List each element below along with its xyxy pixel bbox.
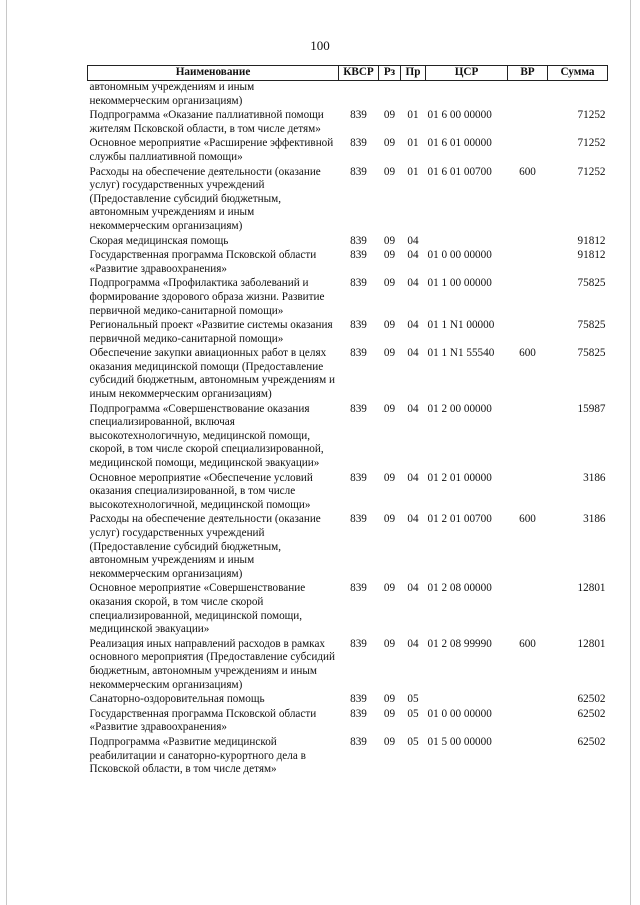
row-sum: 12801 xyxy=(577,637,606,650)
row-sum: 91812 xyxy=(577,234,606,247)
row-vr: 600 xyxy=(519,347,536,360)
row-rz: 09 xyxy=(383,137,396,150)
header-vr: ВР xyxy=(508,66,548,81)
row-pr: 04 xyxy=(407,319,419,332)
row-rz: 09 xyxy=(383,249,396,262)
row-name: Обеспечение закупки авиационных работ в целях оказания медицинской помощи (Предоставление субсидий бюджетным, автономным учреждениям и иным некоммерческим организациям) xyxy=(89,347,335,401)
row-kvsr: 839 xyxy=(350,109,367,122)
row-csr: 01 2 00 00000 xyxy=(427,402,492,415)
row-kvsr: 839 xyxy=(350,637,367,650)
row-name: Региональный проект «Развитие системы оказания первичной медико-санитарной помощи» xyxy=(89,319,333,345)
row-kvsr: 839 xyxy=(350,137,367,150)
table-row xyxy=(88,472,608,514)
row-name: Основное мероприятие «Совершенствование оказания скорой, в том числе скорой специализированной, медицинской помощи, медицинской эвакуации» xyxy=(89,582,306,636)
row-csr: 01 2 01 00000 xyxy=(427,471,492,484)
row-vr: 600 xyxy=(519,165,536,178)
row-csr: 01 1 N1 55540 xyxy=(427,347,495,360)
table-row xyxy=(88,137,608,165)
row-vr xyxy=(508,235,548,250)
row-pr: 04 xyxy=(407,234,419,247)
row-pr: 04 xyxy=(407,402,419,415)
row-name: Подпрограмма «Профилактика заболеваний и формирование здорового образа жизни. Развитие первичной медико-санитарной помощи» xyxy=(89,277,325,317)
budget-table xyxy=(87,65,608,778)
row-name: Расходы на обеспечение деятельности (оказание услуг) государственных учреждений (Предоставление субсидий бюджетным, автономным учреждениям и иным некоммерческим организациям) xyxy=(89,513,321,580)
row-kvsr: 839 xyxy=(350,471,367,484)
row-sum xyxy=(548,81,608,110)
row-vr xyxy=(508,109,548,137)
row-vr xyxy=(508,736,548,778)
row-name: Государственная программа Псковской области «Развитие здравоохранения» xyxy=(89,249,317,275)
row-kvsr: 839 xyxy=(350,165,367,178)
row-pr: 04 xyxy=(407,249,419,262)
row-name: автономным учреждениям и иным некоммерческим организациям) xyxy=(89,81,255,107)
row-rz: 09 xyxy=(383,277,396,290)
row-name: Подпрограмма «Оказание паллиативной помощи жителям Псковской области, в том числе детям» xyxy=(89,109,324,135)
row-csr: 01 0 00 00000 xyxy=(427,707,492,720)
row-vr xyxy=(508,472,548,514)
row-vr xyxy=(508,319,548,347)
row-name: Реализация иных направлений расходов в рамках основного мероприятия (Предоставление субсидий бюджетным, автономным учреждениям и иным некоммерческим организациям) xyxy=(89,637,335,691)
table-row xyxy=(88,736,608,778)
row-sum: 12801 xyxy=(577,582,606,595)
row-csr: 01 5 00 00000 xyxy=(427,735,492,748)
row-kvsr: 839 xyxy=(350,513,367,526)
row-rz: 09 xyxy=(383,347,396,360)
row-name: Подпрограмма «Развитие медицинской реабилитации и санаторно-курортного дела в Псковской области, в том числе детям» xyxy=(89,735,306,776)
row-kvsr: 839 xyxy=(350,277,367,290)
row-pr: 01 xyxy=(407,165,419,178)
header-pr: Пр xyxy=(401,66,426,81)
row-sum: 3186 xyxy=(583,471,606,484)
row-name: Основное мероприятие «Расширение эффективной службы паллиативной помощи» xyxy=(89,137,334,163)
row-csr: 01 0 00 00000 xyxy=(427,249,492,262)
row-rz: 09 xyxy=(383,582,396,595)
row-kvsr: 839 xyxy=(350,249,367,262)
row-rz: 09 xyxy=(383,319,396,332)
table-row xyxy=(88,249,608,277)
table-row xyxy=(88,347,608,402)
row-kvsr: 839 xyxy=(350,707,367,720)
row-csr: 01 1 N1 00000 xyxy=(427,319,495,332)
table-row xyxy=(88,166,608,235)
table-row xyxy=(88,109,608,137)
row-kvsr: 839 xyxy=(350,582,367,595)
table-row xyxy=(88,513,608,582)
row-csr xyxy=(426,81,508,110)
table-row xyxy=(88,319,608,347)
row-rz: 09 xyxy=(383,693,396,706)
row-kvsr: 839 xyxy=(350,735,367,748)
row-vr: 600 xyxy=(519,637,536,650)
row-rz: 09 xyxy=(383,471,396,484)
page-number: 100 xyxy=(310,38,330,53)
row-rz: 09 xyxy=(383,234,396,247)
row-csr: 01 1 00 00000 xyxy=(427,277,492,290)
row-csr: 01 6 00 00000 xyxy=(427,109,492,122)
row-rz: 09 xyxy=(383,707,396,720)
table-body xyxy=(88,81,608,778)
row-vr xyxy=(508,277,548,319)
row-sum: 3186 xyxy=(583,513,606,526)
row-pr: 05 xyxy=(407,735,419,748)
row-kvsr: 839 xyxy=(350,347,367,360)
row-csr: 01 2 01 00700 xyxy=(427,513,492,526)
header-kvsr: КВСР xyxy=(339,66,379,81)
row-sum: 15987 xyxy=(577,402,606,415)
scan-edge-right xyxy=(630,0,631,905)
row-csr: 01 6 01 00700 xyxy=(427,165,492,178)
row-rz xyxy=(379,81,401,110)
row-rz: 09 xyxy=(383,165,396,178)
row-pr: 05 xyxy=(407,693,419,706)
row-sum: 75825 xyxy=(577,319,606,332)
row-pr: 04 xyxy=(407,277,419,290)
table-row xyxy=(88,693,608,708)
table-row xyxy=(88,277,608,319)
row-rz: 09 xyxy=(383,637,396,650)
row-pr: 01 xyxy=(407,109,419,122)
row-kvsr xyxy=(339,81,379,110)
row-pr: 04 xyxy=(407,347,419,360)
row-rz: 09 xyxy=(383,513,396,526)
row-vr xyxy=(508,693,548,708)
row-csr xyxy=(426,235,508,250)
row-name: Расходы на обеспечение деятельности (оказание услуг) государственных учреждений (Предоставление субсидий бюджетным, автономным учреждениям и иным некоммерческим организациям) xyxy=(89,165,321,232)
row-kvsr: 839 xyxy=(350,693,367,706)
row-sum: 75825 xyxy=(577,347,606,360)
row-sum: 62502 xyxy=(577,707,606,720)
row-csr xyxy=(426,693,508,708)
header-sum: Сумма xyxy=(548,66,608,81)
row-vr xyxy=(508,137,548,165)
row-pr: 04 xyxy=(407,471,419,484)
table-row xyxy=(88,638,608,693)
row-pr: 04 xyxy=(407,637,419,650)
row-sum: 62502 xyxy=(577,693,606,706)
row-rz: 09 xyxy=(383,402,396,415)
row-vr xyxy=(508,708,548,736)
row-pr: 04 xyxy=(407,582,419,595)
header-name: Наименование xyxy=(88,66,339,81)
row-sum: 71252 xyxy=(577,109,606,122)
row-vr: 600 xyxy=(519,513,536,526)
row-csr: 01 2 08 99990 xyxy=(427,637,492,650)
table-row xyxy=(88,708,608,736)
row-pr: 05 xyxy=(407,707,419,720)
row-name: Подпрограмма «Совершенствование оказания специализированной, включая высокотехнологичную, медицинской помощи, скорой, в том числе скорой специализированной, медицинской помощи, медицинской эвакуации» xyxy=(89,402,324,470)
row-sum: 71252 xyxy=(577,137,606,150)
row-kvsr: 839 xyxy=(350,402,367,415)
row-pr: 04 xyxy=(407,513,419,526)
row-sum: 91812 xyxy=(577,249,606,262)
row-name: Государственная программа Псковской области «Развитие здравоохранения» xyxy=(89,707,317,734)
table-header-row xyxy=(88,66,608,81)
row-sum: 71252 xyxy=(577,165,606,178)
table-row xyxy=(88,81,608,110)
row-rz: 09 xyxy=(383,109,396,122)
row-vr xyxy=(508,249,548,277)
row-rz: 09 xyxy=(383,735,396,748)
row-sum: 75825 xyxy=(577,277,606,290)
row-name: Скорая медицинская помощь xyxy=(89,234,229,247)
row-sum: 62502 xyxy=(577,735,606,748)
row-csr: 01 2 08 00000 xyxy=(427,582,492,595)
row-kvsr: 839 xyxy=(350,319,367,332)
table-row xyxy=(88,235,608,250)
header-csr: ЦСР xyxy=(426,66,508,81)
row-csr: 01 6 01 00000 xyxy=(427,137,492,150)
row-name: Основное мероприятие «Обеспечение условий оказания специализированной, в том числе высокотехнологичной, медицинской помощи» xyxy=(89,471,313,511)
row-pr xyxy=(401,81,426,110)
row-vr xyxy=(508,582,548,637)
table-row xyxy=(88,403,608,472)
header-rz: Рз xyxy=(379,66,401,81)
row-pr: 01 xyxy=(407,137,419,150)
scan-edge-left xyxy=(6,0,7,905)
row-kvsr: 839 xyxy=(350,234,367,247)
table-row xyxy=(88,582,608,637)
row-vr xyxy=(508,403,548,472)
row-vr xyxy=(508,81,548,110)
row-name: Санаторно-оздоровительная помощь xyxy=(89,693,265,706)
